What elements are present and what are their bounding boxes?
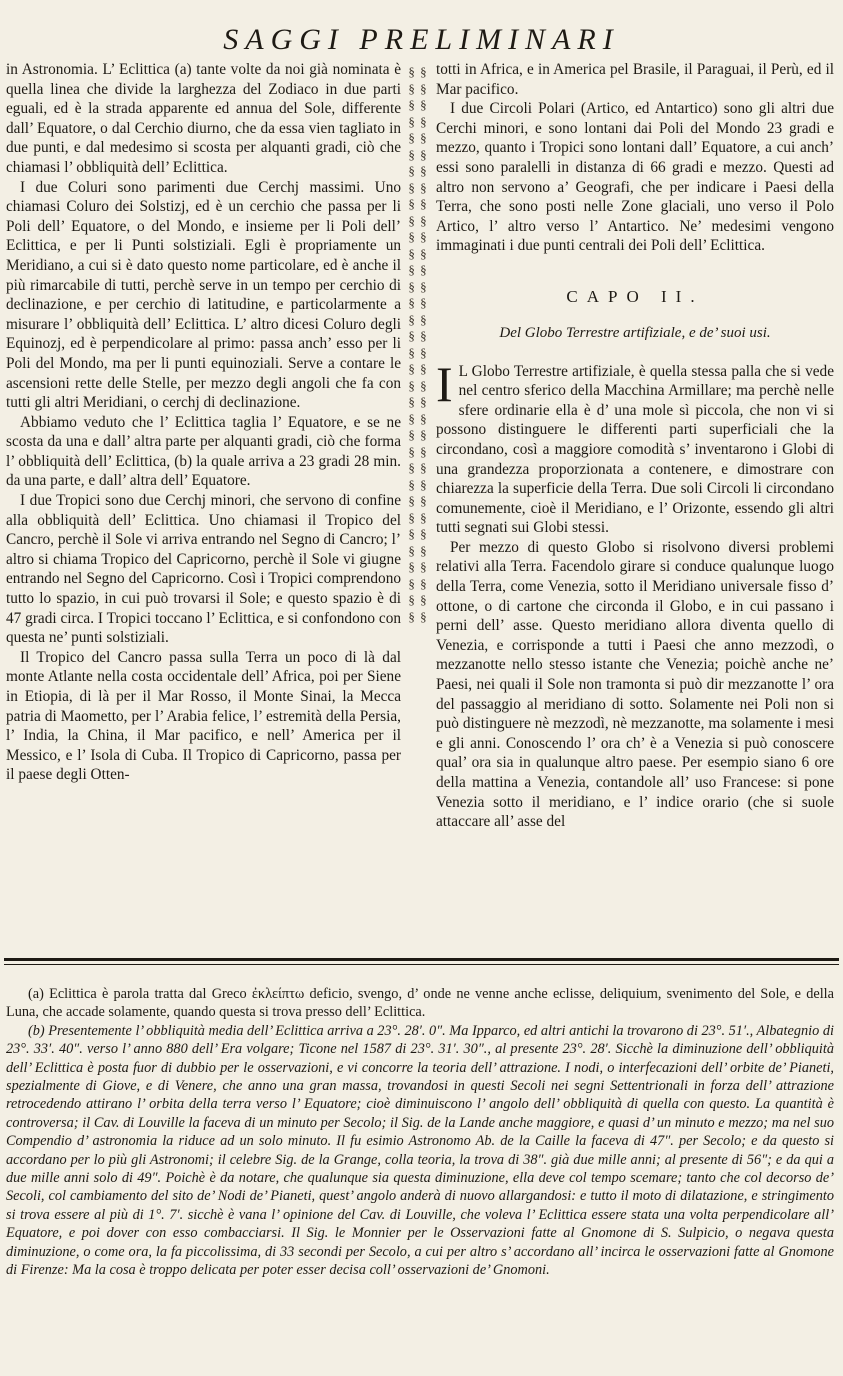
right-paragraph-4: Per mezzo di questo Globo si risolvono diversi problemi relativi alla Terra. Facendolo girare si conduce qualunque luogo della Terra, come Venezia, sotto il Meridiano universale fisso d’ ottone, o di cartone che circonda il Globo, e in cui passano i perni dell’ asse. Questo meridiano allora diventa quello di Venezia, e corrisponde a tutti i Paesi che anno mezzodì, o mezzanotte nello stesso istante che Venezia; poichè anche ne’ Paesi, nei quali il Sole non tramonta si può dir mezzanotte l’ ora del passaggio al meridiano di sotto. Solamente nei Poli non si può distinguere nè mezzodì, nè mezzanotte, ma solamente i mesi e gli anni. Conoscendo l’ ora ch’ è a Venezia si può conoscere qual’ ora sia in qualunque altro paese. Per esempio siano 6 ore della mattina a Venezia, contandole all’ uso Francese: si pone Venezia sotto il meridiano, e l’ indice orario (che si suole attaccare all’ asse del [436,538,834,831]
left-paragraph-1: in Astronomia. L’ Eclittica (a) tante volte da noi già nominata è quella linea che divide la larghezza del Zodiaco in due parti eguali, ed è la strada apparente ed annua del Sole, differente dall’ Equatore, o dal Cerchio diurno, che da essa vien tagliato in due punti, e dal medesimo si scosta per alquanti gradi, ciò che chiamasi l’ obbliquità dell’ Eclittica. [6,61,401,176]
column-divider-ornament: § § § § § § § § § § § § § § § § § § § § § § § § § § § § § § § § § § § § § § § § § § § § § § § § § § § § § § § § § § § § § § § § § § § § [408,64,428,624]
left-column [6,60,401,785]
footnote-divider-thin [4,964,839,965]
right-paragraph-3 [436,355,834,538]
left-paragraph-4: I due Tropici sono due Cerchj minori, che servono di confine alla obbliquità dell’ Eclittica. Uno chiamasi il Tropico del Cancro, perchè il Sole vi arriva entrando nel Segno di Cancro; l’ altro si chiama Tropico del Capricorno, perchè il Sole vi giugne entrando nel Segno del Capricorno. Così i Tropici comprendono tutto lo spazio, in cui può trovarsi il Sole; e questo spazio è di 47 gradi circa. I Tropici toccano l’ Eclittica, e si confondono con questa ne’ punti solstiziali. [6,492,401,647]
drop-cap: I [436,355,453,412]
left-paragraph-3: Abbiamo veduto che l’ Eclittica taglia l’ Equatore, e se ne scosta da una e dall’ altra parte per alquanti gradi, ciò che forma l’ obbliquità dell’ Eclittica, (b) la quale arriva a 23 gradi 28 min. da una parte, e dall’ altra dell’ Equatore. [6,413,401,490]
chapter-subtitle: Del Globo Terrestre artifiziale, e de’ suoi usi. [499,324,771,341]
left-paragraph-5: Il Tropico del Cancro passa sulla Terra un poco di là dal monte Atlante nella costa occidentale dell’ Africa, poi per Siene in Etiopia, di là per il Mar Rosso, il Monte Sinai, la Mecca patria di Maometto, per l’ Arabia felice, l’ estremità della Persia, l’ India, la China, il Mar pacifico, e nell’ America per il Messico, e l’ Isola di Cuba. Il Tropico di Capricorno, passa per il paese degli Otten- [6,648,401,784]
page-title: SAGGI PRELIMINARI [223,23,620,56]
left-paragraph-2: I due Coluri sono parimenti due Cerchj massimi. Uno chiamasi Coluro dei Solstizj, ed è un cerchio che passa per li Poli dell’ Equatore, o del Mondo, e insieme per li Poli dell’ Eclittica, e per li Punti solstiziali. Egli è propriamente un Meridiano, a cui si è dato questo nome particolare, ed è anche il più rimarcabile di tutti, perchè serve in un tempo per cerchio di declinazione, e per cerchio di latitudine, e particolarmente a misurare l’ obbliquità dell’ Eclittica. L’ altro dicesi Coluro degli Equinozj, ed è perpendicolare al primo: passa anch’ esso per li Poli del Mondo, ma per li punti equinoziali. Serve a contare le ascensioni rette delle Stelle, per mezzo degli angoli che fa con tutti gli altri Meridiani, o cerchj di declinazione. [6,178,401,412]
footnote-b: (b) Presentemente l’ obbliquità media dell’ Eclittica arriva a 23°. 28′. 0″. Ma Ipparco, ed altri antichi la trovarono di 23°. 51′., Albategnio di 23°. 33′. 40″. verso l’ anno 880 dell’ Era volgare; Ticone nel 1587 di 23°. 31′. 30″., al presente 23°. 28′. Sicchè la diminuzione dell’ obbliquità dell’ Eclittica è posta fuor di dubbio per le osservazioni, e vi concorre la teoria dell’ attrazione. I nodi, o interfecazioni dell’ orbite de’ Pianeti, spezialmente di Giove, e di Venere, che anno una gran massa, trovandosi in questi Secoli nei segni Settentrionali in forza dell’ attrazione retrocedendo attirano l’ orbita della terra verso l’ Equatore; cioè diminuiscono l’ angolo dell’ obbliquità di quella con questo. La quantità è controversa; il Cav. di Louville la faceva di un minuto per Secolo; il Sig. de la Lande anche maggiore, e quasi d’ un minuto e mezzo; ma nel suo Compendio d’ astronomia la riduce ad un solo minuto. Il fu esimio Astronomo Ab. de la Caille la faceva di 47″. per Secolo; e da questo si accordano per lo più gli Astronomi; il celebre Sig. de la Grange, colla teoria, la trova di 38″. già due mille anni; al presente di 56″; e da qui a due mille anni solo di 49″. Poichè è da notare, che qualunque sia questa diminuzione, ella deve col tempo scemare; tanto che col decorso de’ Secoli, col cambiamento del sito de’ Nodi de’ Pianeti, quest’ angolo anderà di nuovo allargandosi: e tutto il moto di dilatazione, e stringimento si trova essere al più di 1°. 7′. sicchè è vana l’ opinione del Cav. di Louville, che voleva l’ Eclittica essere stata una volta perpendicolare all’ Equatore, e poi dover con esso combacciarsi. Il Sig. le Monnier per le Osservazioni fatte al Gnomone di S. Sulpicio, o negava questa diminuzione, o come ora, la fa piccolissima, di 33 secondi per Secolo, a cui per altro s’ accordano all’ incirca le osservazioni fatte al Gnomone di Firenze: Ma la cosa è troppo delicata per poter esser decisa coll’ osservazioni de’ Gnomoni. [6,1022,834,1279]
chapter-heading: CAPO II. [566,286,704,306]
right-column [436,60,834,832]
right-paragraph-2: I due Circoli Polari (Artico, ed Antartico) sono gli altri due Cerchi minori, e sono lontani dai Poli del Mondo 23 gradi e mezzo, quanto i Tropici sono lontani dall’ Equatore, a cui anch’ essi sono paralelli in distanza di 66 gradi e mezzo. Questi ad altro non servono a’ Geografi, che per indicare i Paesi della Terra, che sono posti nelle Zone glaciali, uno verso il Polo Artico, l’ altro verso l’ Antartico. Ne’ medesimi vengono immaginati i due punti centrali dei Poli dell’ Eclittica. [436,100,834,255]
right-paragraph-3-text: L Globo Terrestre artifiziale, è quella stessa palla che si vede nel centro sferico della Macchina Armillare; ma perchè nelle sfere ordinarie ella è d’ una mole sì piccola, che non vi si possono distinguere le differenti parti superficiali che la circondano, così a maggiore comodità s’ inventarono i Globi di una grandezza proporzionata a contenere, e dimostrare con chiarezza la superficie della Terra. Due soli Circoli li circondano comunemente, cioè il Meridiano, e l’ Orizonte, essendo gli altri tutti segnati sui Globi stessi. [436,362,834,537]
footnote-divider-thick [4,958,839,961]
right-paragraph-1: totti in Africa, e in America pel Brasile, il Paraguai, il Perù, ed il Mar pacifico. [436,61,834,98]
footnote-a: (a) Eclittica è parola tratta dal Greco ἐκλείπτω deficio, svengo, d’ onde ne venne anche eclisse, deliquium, svenimento del Sole, e della Luna, che accade solamente, quando questa si trova presso dell’ Eclittica. [6,986,834,1021]
footnotes [6,985,834,1280]
